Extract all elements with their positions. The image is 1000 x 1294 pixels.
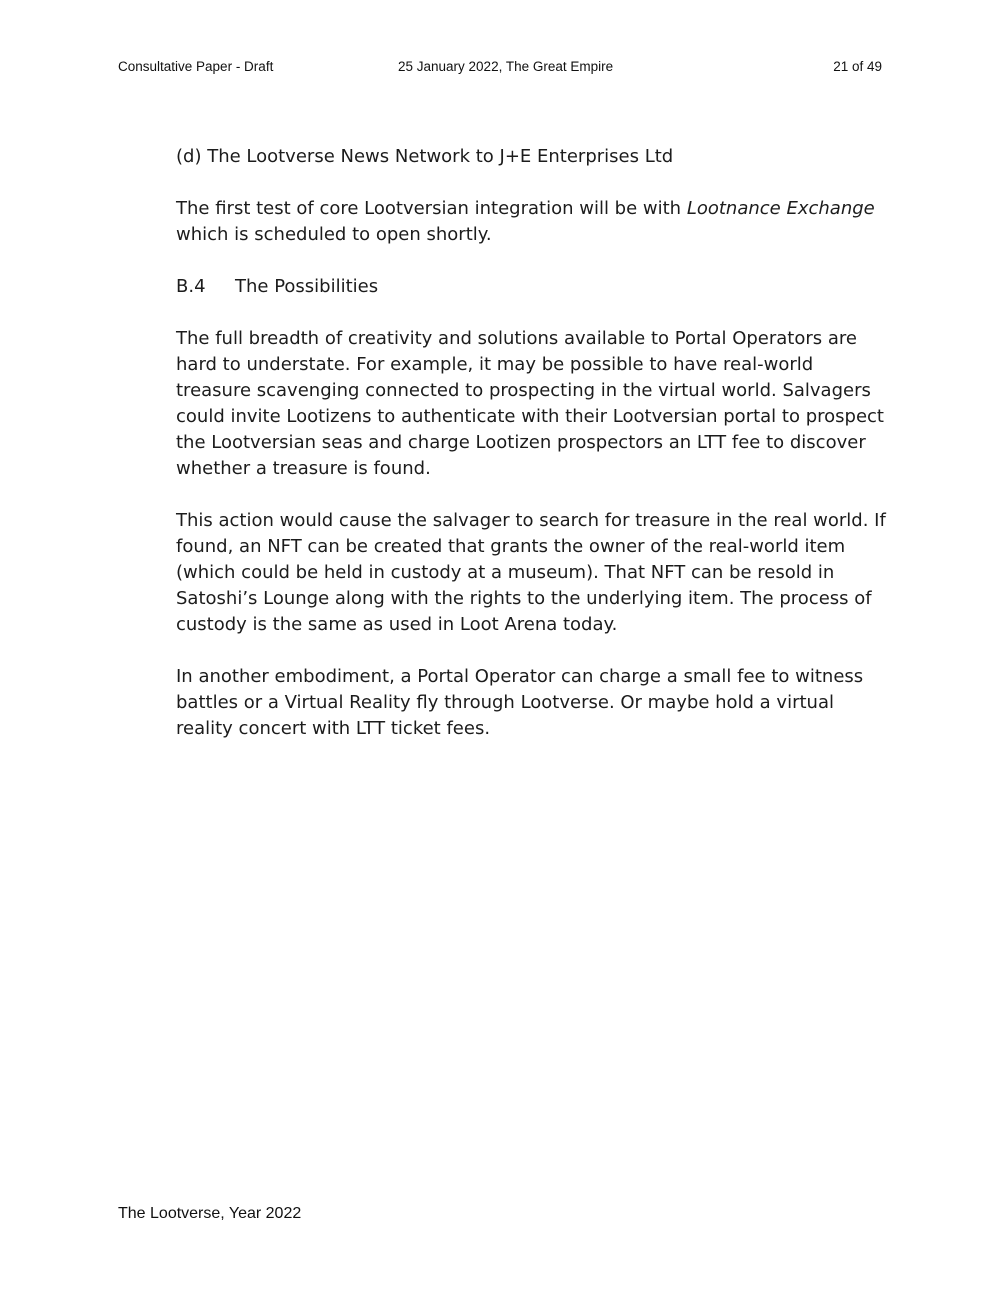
section-title: The Possibilities <box>235 276 379 297</box>
page-header <box>118 59 882 79</box>
page-footer: The Lootverse, Year 2022 <box>118 1205 302 1222</box>
paragraph-salvager: This action would cause the salvager to search for treasure in the real world. If found, an NFT can be created that grants the owner of the real-world item (which could be held in custody at a museum). That NFT can be resold in Satoshi’s Lounge along with the rights to the underlying item. The process of custody is the same as used in Loot Arena today. <box>176 510 886 635</box>
paragraph-embodiment: In another embodiment, a Portal Operator can charge a small fee to witness battles or a Virtual Reality fly through Lootverse. Or maybe hold a virtual reality concert with LTT ticket fees. <box>176 666 864 739</box>
page-body <box>176 144 888 768</box>
paragraph-integration-text-start: The first test of core Lootversian integration will be with <box>176 198 687 219</box>
header-date-location: 25 January 2022, The Great Empire <box>398 59 614 74</box>
header-page-number: 21 of 49 <box>833 59 882 74</box>
paragraph-possibilities: The full breadth of creativity and solutions available to Portal Operators are hard to understate. For example, it may be possible to have real-world treasure scavenging connected to prospecting in the virtual world. Salvagers could invite Lootizens to authenticate with their Lootversian portal to prospect the Lootversian seas and charge Lootizen prospectors an LTT fee to discover whether a treasure is found. <box>176 328 884 479</box>
exchange-name: Lootnance Exchange <box>686 198 875 219</box>
list-item-d: (d) The Lootverse News Network to J+E Enterprises Ltd <box>176 146 674 167</box>
header-document-title: Consultative Paper - Draft <box>118 59 274 74</box>
paragraph-integration-text-end: which is scheduled to open shortly. <box>176 224 492 245</box>
paragraph-integration <box>176 196 888 248</box>
section-heading <box>176 274 888 300</box>
section-number: B.4 <box>176 276 206 297</box>
